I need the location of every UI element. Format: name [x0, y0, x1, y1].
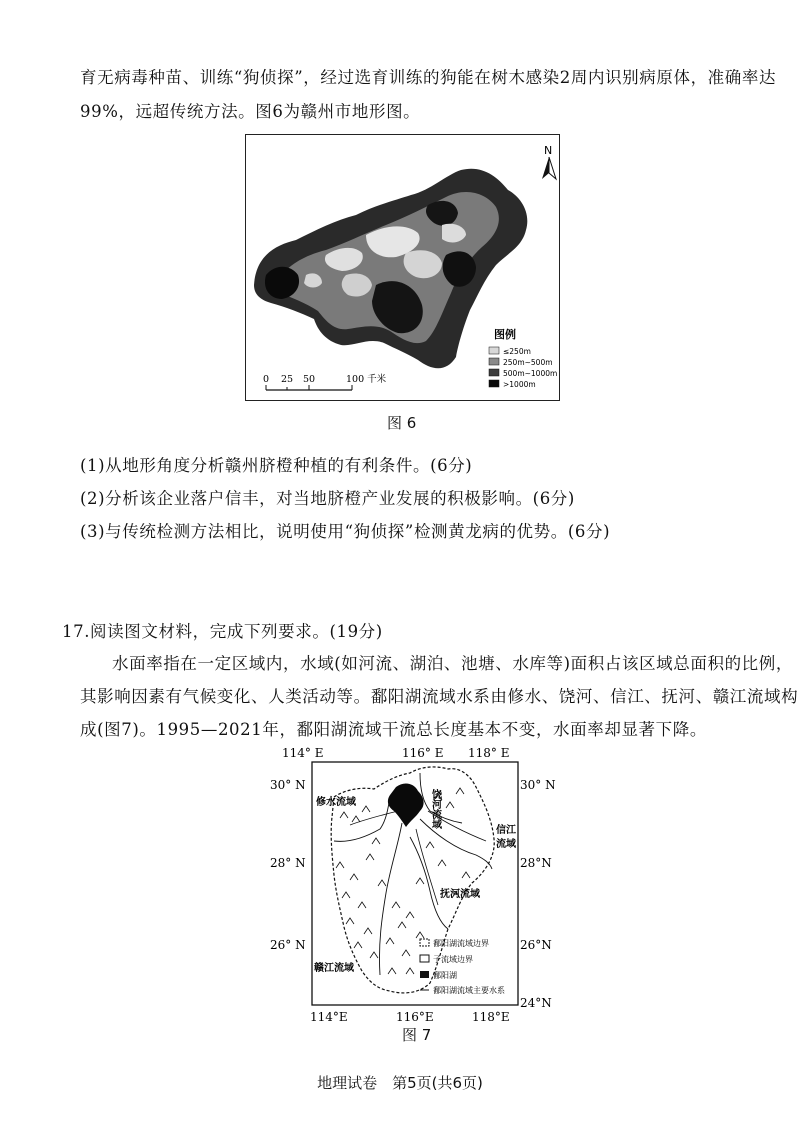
label-xin-2: 流域: [496, 839, 516, 850]
right-lat-30: 30° N: [520, 778, 556, 792]
q17-para-line-3: 成(图7)。1995—2021年，鄱阳湖流域干流总长度基本不变，水面率却显著下降。: [80, 720, 707, 739]
scale-100km: 100 千米: [346, 374, 387, 385]
fig7-caption: 图 7: [402, 1026, 432, 1044]
top-lon-118: 118° E: [468, 746, 510, 760]
q16-part-2: (2)分析该企业落户信丰，对当地脐橙产业发展的积极影响。(6分): [80, 489, 575, 508]
right-lat-24: 24°N: [520, 996, 552, 1010]
top-lon-116: 116° E: [402, 746, 444, 760]
legend-basin-boundary: 鄱阳湖流域边界: [433, 939, 489, 948]
left-lat-30: 30° N: [270, 778, 306, 792]
legend-swatch-1: [489, 358, 499, 365]
legend-label-1: 250m~500m: [503, 358, 553, 367]
legend-swatch-3: [489, 380, 499, 387]
legend-label-0: ≤250m: [503, 347, 531, 356]
intro-line-2: 99%，远超传统方法。图6为赣州市地形图。: [80, 102, 421, 121]
north-arrow-icon: [542, 144, 556, 179]
q16-part-3: (3)与传统检测方法相比，说明使用“狗侦探”检测黄龙病的优势。(6分): [80, 522, 611, 541]
label-xiu-basin: 修水流域: [316, 797, 356, 808]
legend-subbasin-boundary: 子流域边界: [433, 955, 473, 964]
legend-label-3: >1000m: [503, 380, 536, 389]
label-rao-basin: 饶河流域: [429, 789, 441, 829]
scale-25: 25: [281, 374, 294, 385]
page-footer: 地理试卷 第5页(共6页): [317, 1074, 483, 1092]
intro-line-1: 育无病毒种苗、训练“狗侦探”，经过选育训练的狗能在树木感染2周内识别病原体，准确率达: [80, 68, 777, 87]
bottom-lon-118: 118°E: [472, 1010, 510, 1024]
north-label: N: [544, 144, 553, 157]
terrain-map-svg: [246, 135, 559, 400]
basin-map-svg: [270, 745, 570, 1030]
fig6-caption: 图 6: [387, 414, 417, 432]
scale-0: 0: [263, 374, 270, 385]
scale-bar: [263, 373, 387, 390]
right-lat-26: 26°N: [520, 938, 552, 952]
legend-swatch-2: [489, 369, 499, 376]
q17-para-line-1: 水面率指在一定区域内，水域(如河流、湖泊、池塘、水库等)面积占该区域总面积的比例，: [112, 654, 793, 673]
figure-7-poyang-basin-map: [270, 745, 570, 1030]
legend-main-rivers: 鄱阳湖流域主要水系: [433, 986, 505, 995]
label-fu-basin: 抚河流域: [440, 889, 480, 900]
left-lat-28: 28° N: [270, 856, 306, 870]
top-lon-114: 114° E: [282, 746, 324, 760]
scale-50: 50: [303, 374, 316, 385]
left-lat-26: 26° N: [270, 938, 306, 952]
legend-label-2: 500m~1000m: [503, 369, 558, 378]
right-lat-28: 28°N: [520, 856, 552, 870]
bottom-lon-114: 114°E: [310, 1010, 348, 1024]
legend-poyang-lake: 鄱阳湖: [433, 971, 457, 980]
q16-part-1: (1)从地形角度分析赣州脐橙种植的有利条件。(6分): [80, 456, 473, 475]
legend-swatch-0: [489, 347, 499, 354]
q17-para-line-2: 其影响因素有气候变化、人类活动等。鄱阳湖流域水系由修水、饶河、信江、抚河、赣江流域构: [80, 687, 799, 706]
legend-title: 图例: [494, 328, 516, 341]
fig6-legend: [489, 327, 557, 389]
label-xin-1: 信江: [496, 825, 516, 836]
label-gan-basin: 赣江流域: [314, 963, 354, 974]
bottom-lon-116: 116°E: [396, 1010, 434, 1024]
figure-6-terrain-map: [245, 134, 560, 401]
q17-header: 17.阅读图文材料，完成下列要求。(19分): [62, 622, 383, 641]
